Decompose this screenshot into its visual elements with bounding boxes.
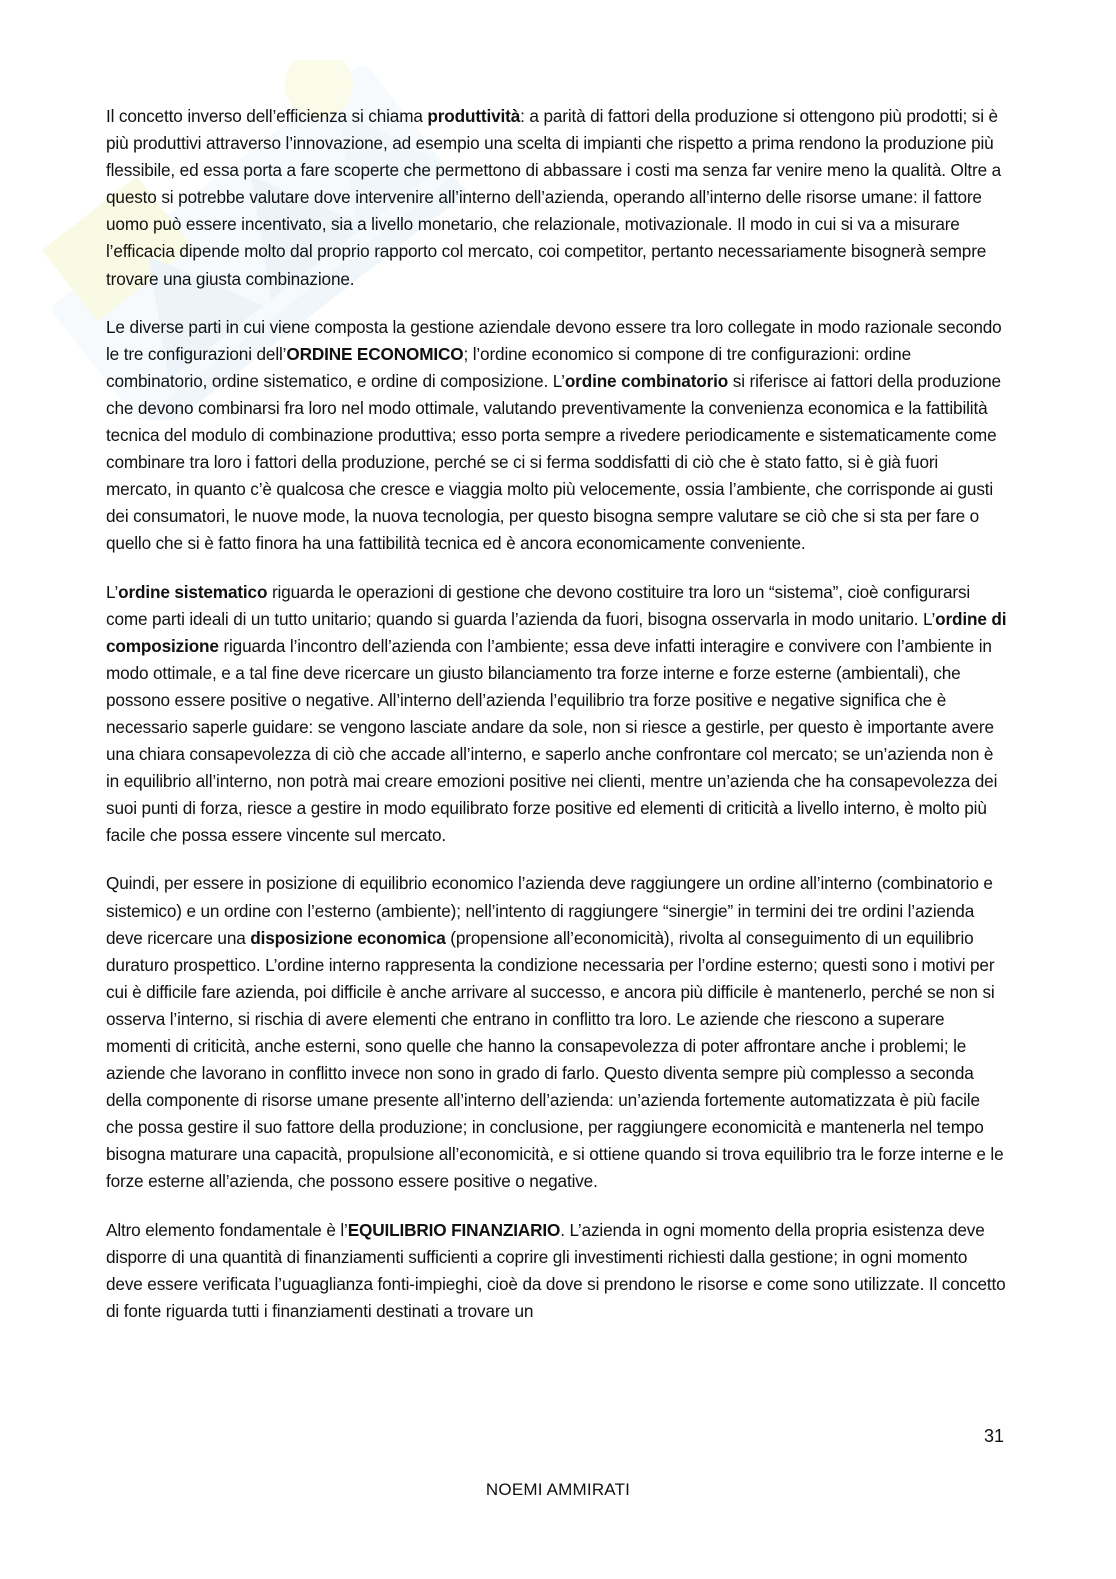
bold-term: ordine sistematico xyxy=(118,581,268,602)
text-run: Altro elemento fondamentale è l’ xyxy=(106,1219,348,1240)
text-run: Quindi, per essere in posizione di equilibrio economico l’azienda deve raggiungere un ordine all’interno (combinatorio e sistemico) e un ordine con l’esterno (ambiente); nell’intento di raggiungere “sinergie” in termini dei tre ordini l’azienda deve ricercare una xyxy=(106,873,993,948)
bold-term: produttività xyxy=(427,106,521,126)
text-run: riguarda le operazioni di gestione che devono costituire tra loro un “sistema”, cioè configurarsi come parti ideali di un tutto unitario; quando si guarda l’azienda da fuori, bisogna osservarla in modo unitario. L’ xyxy=(106,581,971,629)
paragraph xyxy=(106,1217,1008,1325)
footer-author: NOEMI AMMIRATI xyxy=(485,1480,631,1499)
bold-term: ordine combinatorio xyxy=(564,370,729,391)
paragraph xyxy=(106,103,1008,293)
text-run: ; l’ordine economico si compone di tre configurazioni: ordine combinatorio, ordine sistematico, e ordine di composizione. L’ xyxy=(106,343,911,391)
text-run: Il concetto inverso dell’efficienza si chiama xyxy=(106,106,428,126)
bold-term: ordine di composizione xyxy=(106,608,1007,656)
text-run: (propensione all’economicità), rivolta al conseguimento di un equilibrio duraturo prospettico. L’ordine interno rappresenta la condizione necessaria per l’ordine esterno; questi sono i motivi per cui è difficile fare azienda, poi difficile è anche arrivare al successo, e ancora più difficile è mantenerlo, perché se non si osserva l’interno, si rischia di avere elementi che entrano in conflitto tra loro. Le aziende che riescono a superare momenti di criticità, anche esterni, sono quelle che hanno la consapevolezza di poter affrontare anche i problemi; le aziende che lavorano in conflitto invece non sono in grado di farlo. Questo diventa sempre più complesso a seconda della componente di risorse umane presente all’interno dell’azienda: un’azienda fortemente automatizzata è più facile che possa gestire il suo fattore della produzione; in conclusione, per raggiungere economicità e mantenerla nel tempo bisogna maturare una capacità, propulsione all’economicità, e si ottiene quando si trova equilibrio tra le forze interne e le forze esterne all’azienda, che possono essere positive o negative. xyxy=(106,927,1004,1192)
bold-term: ORDINE ECONOMICO xyxy=(286,343,464,364)
text-run: : a parità di fattori della produzione si ottengono più prodotti; si è più produttivi attraverso l’innovazione, ad esempio una scelta di impianti che rispetto a prima rendono la produzione più flessibile, ed essa porta a fare scoperte che permettono di abbassare i costi ma senza far venire meno la qualità. Oltre a questo si potrebbe valutare dove intervenire all’interno dell’azienda, operando all’interno delle risorse umane: il fattore uomo può essere incentivato, sia a livello monetario, che relazionale, motivazionale. Il modo in cui si va a misurare l’efficacia dipende molto dal proprio rapporto col mercato, coi competitor, pertanto necessariamente bisognerà sempre trovare una giusta combinazione. xyxy=(106,106,1002,289)
paragraph xyxy=(106,579,1008,850)
text-run: L’ xyxy=(106,581,119,602)
text-run: . L’azienda in ogni momento della propria esistenza deve disporre di una quantità di finanziamenti sufficienti a coprire gli investimenti richiesti dalla gestione; in ogni momento deve essere verificata l’uguaglianza fonti-impieghi, cioè da dove si prendono le risorse e come sono utilizzate. Il concetto di fonte riguarda tutti i finanziamenti destinati a trovare un xyxy=(106,1219,1006,1321)
text-run: Le diverse parti in cui viene composta la gestione aziendale devono essere tra loro collegate in modo razionale secondo le tre configurazioni dell’ xyxy=(106,316,1002,364)
bold-term: EQUILIBRIO FINANZIARIO xyxy=(347,1219,561,1240)
text-run: si riferisce ai fattori della produzione che devono combinarsi fra loro nel modo ottimale, valutando preventivamente la convenienza economica e la fattibilità tecnica del modulo di combinazione produttiva; esso porta sempre a rivedere periodicamente e sistematicamente come combinare tra loro i fattori della produzione, perché se ci si ferma soddisfatti di ciò che è stato fatto, si è già fuori mercato, in quanto c’è qualcosa che cresce e viaggia molto più velocemente, ossia l’ambiente, che corrisponde ai gusti dei consumatori, le nuove mode, la nuova tecnologia, per questo bisogna sempre valutare se ciò che si sta per fare o quello che si è fatto finora ha una fattibilità tecnica ed è ancora economicamente conveniente. xyxy=(106,370,1001,554)
bold-term: disposizione economica xyxy=(250,927,446,948)
paragraph xyxy=(106,870,1008,1195)
paragraph xyxy=(106,314,1008,558)
text-run: riguarda l’incontro dell’azienda con l’ambiente; essa deve infatti interagire e convivere con l’ambiente in modo ottimale, e a tal fine deve ricercare un giusto bilanciamento tra forze interne e forze esterne (ambientali), che possono essere positive o negative. All’interno dell’azienda l’equilibrio tra forze positive e negative significa che è necessario saperle guidare: se vengono lasciate andare da sole, non si riesce a gestirle, per questo è importante avere una chiara consapevolezza di ciò che accade all’interno, e saperlo anche confrontare col mercato; se un’azienda non è in equilibrio all’interno, non potrà mai creare emozioni positive nei clienti, mentre un’azienda che ha consapevolezza dei suoi punti di forza, riesce a gestire in modo equilibrato forze positive ed elementi di criticità a livello interno, è molto più facile che possa essere vincente sul mercato. xyxy=(106,635,998,846)
page-number: 31 xyxy=(983,1426,1004,1446)
document-body xyxy=(106,103,1008,1346)
